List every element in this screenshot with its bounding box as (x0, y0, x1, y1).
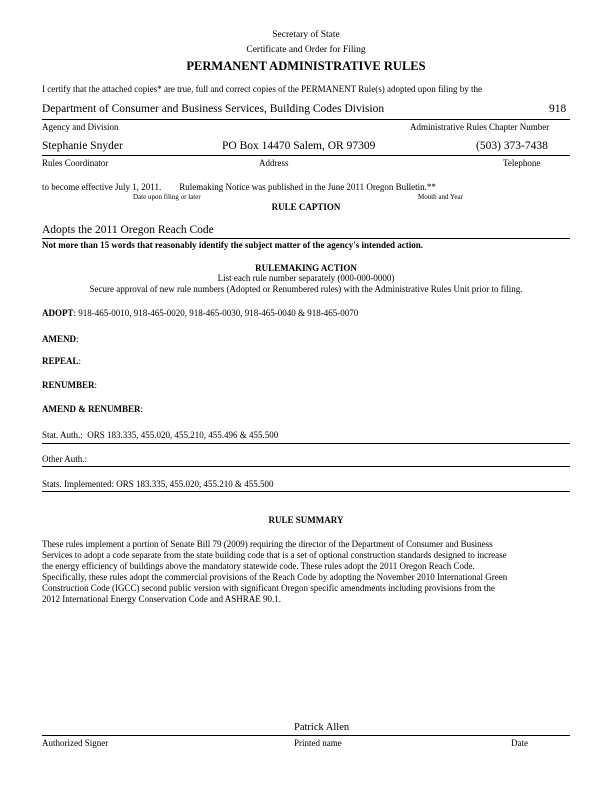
address-label: Address (259, 158, 289, 168)
signature-line (42, 735, 570, 736)
coordinator-line (42, 155, 570, 156)
caption-line (42, 238, 570, 239)
repeal-row (42, 356, 81, 366)
certify-text: I certify that the attached copies* are true, full and correct copies of the PERMANENT Rule(s) adopted upon filing by the (42, 84, 482, 94)
header-line-1: Secretary of State (272, 30, 340, 40)
other-auth: Other Auth.: (42, 454, 87, 464)
agency-label: Agency and Division (42, 122, 119, 132)
rule-caption-value: Adopts the 2011 Oregon Reach Code (42, 224, 214, 236)
repeal-label: REPEAL (42, 356, 79, 366)
coordinator-phone: (503) 373-7438 (476, 140, 548, 152)
summary-line: Construction Code (IGCC) second public version with significant Oregon specific amendments including provisions from the (42, 583, 495, 593)
printed-name-value: Patrick Allen (294, 722, 350, 733)
coordinator-name: Stephanie Snyder (42, 140, 123, 152)
month-year-label: Month and Year (418, 193, 463, 201)
stat-auth: Stat. Auth.: ORS 183.335, 455.020, 455.210, 455.496 & 455.500 (42, 430, 279, 440)
telephone-label: Telephone (503, 158, 541, 168)
effective-text: to become effective July 1, 2011. Rulemaking Notice was published in the June 2011 Oregon Bulletin.** (42, 182, 436, 192)
agency-line (42, 119, 570, 120)
amend-renumber-label: AMEND & RENUMBER (42, 404, 141, 414)
chapter-label: Administrative Rules Chapter Number (410, 122, 550, 132)
rule-caption-note: Not more than 15 words that reasonably identify the subject matter of the agency's intended action. (42, 240, 423, 250)
amend-renumber-row (42, 404, 143, 414)
rule-caption-heading: RULE CAPTION (271, 202, 341, 212)
chapter-value: 918 (549, 103, 567, 115)
agency-value: Department of Consumer and Business Services, Building Codes Division (42, 103, 385, 115)
adopt-row (42, 308, 358, 318)
amend-label: AMEND (42, 334, 76, 344)
stats-implemented-line (42, 491, 570, 492)
coordinator-name-label: Rules Coordinator (42, 158, 109, 168)
rulemaking-action-line-1: List each rule number separately (000-000-0000) (217, 273, 395, 283)
coordinator-address: PO Box 14470 Salem, OR 97309 (222, 140, 376, 152)
rulemaking-action-heading: RULEMAKING ACTION (255, 263, 357, 273)
amend-row (42, 334, 79, 344)
stat-auth-line (42, 443, 570, 444)
adopt-value: : 918-465-0010, 918-465-0020, 918-465-0030, 918-465-0040 & 918-465-0070 (73, 308, 359, 318)
page-title: PERMANENT ADMINISTRATIVE RULES (186, 59, 426, 73)
summary-line: These rules implement a portion of Senate Bill 79 (2009) requiring the director of the Department of Consumer and Business (42, 539, 493, 549)
renumber-colon: : (94, 380, 98, 390)
summary-line: the energy efficiency of buildings above the mandatory statewide code. These rules adopt the 2011 Oregon Reach Code. (42, 561, 475, 571)
effective-date-label: Date upon filing or later (133, 193, 201, 201)
summary-line: 2012 International Energy Conservation Code and ASHRAE 90.1. (42, 594, 282, 604)
renumber-row (42, 380, 97, 390)
authorized-signer-label: Authorized Signer (42, 738, 109, 748)
other-auth-line (42, 466, 570, 467)
adopt-label: ADOPT (42, 308, 74, 318)
repeal-colon: : (78, 356, 82, 366)
rulemaking-action-line-2: Secure approval of new rule numbers (Adopted or Renumbered rules) with the Administrative Rules Unit prior to filing. (89, 284, 523, 294)
stats-implemented: Stats. Implemented: ORS 183.335, 455.020, 455.210 & 455.500 (42, 479, 274, 489)
header-line-2: Certificate and Order for Filing (246, 45, 366, 55)
renumber-label: RENUMBER (42, 380, 95, 390)
summary-line: Services to adopt a code separate from the state building code that is a set of optional construction standards designed to increase (42, 550, 507, 560)
rule-summary-heading: RULE SUMMARY (268, 515, 344, 525)
printed-name-label: Printed name (294, 738, 342, 748)
amend-colon: : (76, 334, 79, 344)
date-label: Date (511, 738, 528, 748)
amend-renumber-colon: : (140, 404, 144, 414)
summary-line: Specifically, these rules adopt the commercial provisions of the Reach Code by adopting the November 2010 International Green (42, 572, 508, 582)
